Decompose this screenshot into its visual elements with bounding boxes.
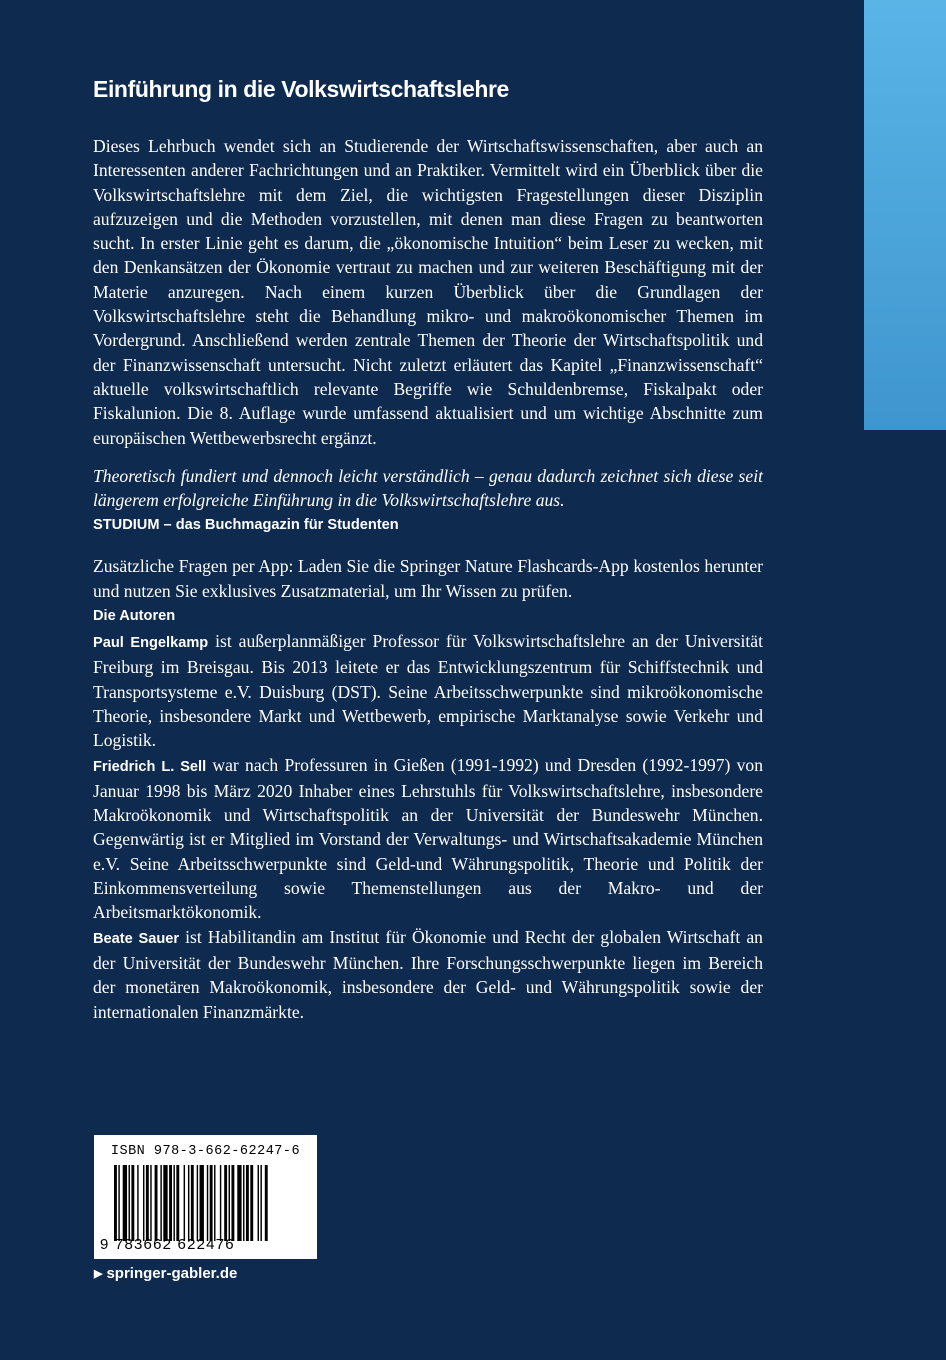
barcode-bar — [150, 1165, 151, 1241]
barcode-bar — [258, 1165, 259, 1241]
accent-strip — [864, 0, 946, 430]
review-quote: Theoretisch fundiert und dennoch leicht verständlich – genau dadurch zeichnet sich diese seit längerem erfolgreiche Einführung in die Volkswirtschaftslehre aus. — [93, 465, 763, 511]
barcode-bars — [114, 1165, 304, 1241]
barcode-bar — [143, 1165, 144, 1241]
barcode-bar — [229, 1165, 230, 1241]
barcode-bar — [237, 1165, 241, 1241]
review-source: STUDIUM – das Buchmagazin für Studenten — [93, 517, 399, 534]
barcode-bar — [169, 1165, 172, 1241]
barcode-bar — [173, 1165, 174, 1241]
barcode-bar — [210, 1165, 213, 1241]
barcode-bar — [118, 1165, 119, 1241]
app-note: Zusätzliche Fragen per App: Laden Sie die Springer Nature Flashcards-App kostenlos herunter und nutzen Sie exklusives Zusatzmaterial, um Ihr Wissen zu prüfen. — [93, 556, 763, 601]
barcode-bar — [246, 1165, 249, 1241]
back-cover-content — [93, 72, 763, 1024]
book-title: Einführung in die Volkswirtschaftslehre — [93, 76, 509, 102]
barcode-bar — [260, 1165, 261, 1241]
barcode-bar — [191, 1165, 194, 1241]
author-bio-text: ist Habilitandin am Institut für Ökonomie und Recht der globalen Wirtschaft an der Universität der Bundeswehr München. Ihre Forschungsschwerpunkte liegen im Bereich der monetären Makroökonomik, insbesondere der Geld- und Währungspolitik sowie der internationalen Finanzmärkte. — [93, 926, 763, 1022]
barcode-bar — [184, 1165, 185, 1241]
book-description: Dieses Lehrbuch wendet sich an Studierende der Wirtschaftswissenschaften, aber auch an Interessenten anderer Fachrichtungen und an Praktiker. Vermittelt wird ein Überblick über die Volkswirtschaftslehre mit dem Ziel, die wichtigsten Fragestellungen dieser Disziplin aufzuzeigen und die Methoden vorzustellen, mit denen man diese Fragen zu beantworten sucht. In erster Linie geht es darum, die „ökonomische Intuition“ beim Leser zu wecken, mit den Denkansätzen der Ökonomie vertraut zu machen und zur weiteren Beschäftigung mit der Materie anzuregen. Nach einem kurzen Überblick über die Grundlagen der Volkswirtschaftslehre steht die Behandlung mikro- und makroökonomischer Themen im Vordergrund. Anschließend werden zentrale Themen der Theorie der Wirtschaftspolitik und der Finanzwissenschaft untersucht. Nicht zuletzt erläutert das Kapitel „Finanzwissenschaft“ aktuelle volkswirtschaftlich relevante Begriffe wie Schuldenbremse, Fiskalpakt oder Fiskalunion. Die 8. Auflage wurde umfassend aktualisiert und um wichtige Abschnitte zum europäischen Wettbewerbsrecht ergänzt. — [93, 136, 763, 448]
barcode-bar — [176, 1165, 179, 1241]
barcode-bar — [231, 1165, 234, 1241]
barcode-bar — [265, 1165, 268, 1241]
play-arrow-icon: ▶ — [94, 1268, 103, 1280]
author-bio — [93, 753, 763, 925]
barcode-bar — [129, 1165, 130, 1241]
publisher-website[interactable] — [94, 1265, 237, 1282]
author-name: Paul Engelkamp — [93, 635, 209, 652]
authors-heading: Die Autoren — [93, 608, 176, 625]
barcode-bar — [155, 1165, 158, 1241]
barcode-bar — [250, 1165, 253, 1241]
barcode-bar — [137, 1165, 138, 1241]
barcode-bar — [220, 1165, 221, 1241]
author-name: Beate Sauer — [93, 930, 180, 947]
barcode-bar — [207, 1165, 208, 1241]
author-bio-text: war nach Professuren in Gießen (1991-1992) und Dresden (1992-1997) von Januar 1998 bis März 2020 Inhaber eines Lehrstuhls für Volkswirtschaftslehre, insbesondere Makroökonomik und Wirtschaftspolitik an der Universität der Bundeswehr München. Gegenwärtig ist er Mitglied im Vorstand der Verwaltungs- und Wirtschaftsakademie München e.V. Seine Arbeitsschwerpunkte sind Geld-und Währungspolitik, Theorie und Politik der Einkommensverteilung sowie Themenstellungen aus der Makro- und der Arbeitsmarktökonomik. — [93, 754, 764, 923]
barcode-digits: 9 783662 622476 — [100, 1236, 235, 1253]
barcode-bar — [160, 1165, 161, 1241]
author-bio-text: ist außerplanmäßiger Professor für Volkswirtschaftslehre an der Universität Freiburg im Breisgau. Bis 2013 leitete er das Entwicklungszentrum für Schiffstechnik und Transportsysteme e.V. Duisburg (DST). Seine Arbeitsschwerpunkte sind mikroökonomische Theorie, insbesondere Markt und Wettbewerb, empirische Marktanalyse sowie Verkehr und Logistik. — [93, 631, 764, 751]
barcode-bar — [123, 1165, 127, 1241]
barcode-bar — [131, 1165, 134, 1241]
barcode-bar — [200, 1165, 204, 1241]
author-bio — [93, 629, 763, 752]
author-bio — [93, 925, 763, 1024]
website-link[interactable]: springer-gabler.de — [106, 1265, 238, 1282]
barcode-bar — [146, 1165, 149, 1241]
barcode-bar — [163, 1165, 167, 1241]
isbn-barcode — [94, 1135, 317, 1259]
barcode-bar — [114, 1165, 117, 1241]
barcode-bar — [243, 1165, 244, 1241]
barcode-bar — [224, 1165, 227, 1241]
author-name: Friedrich L. Sell — [93, 758, 207, 775]
barcode-bar — [197, 1165, 198, 1241]
isbn-label: ISBN 978-3-662-62247-6 — [110, 1144, 301, 1159]
barcode-bar — [188, 1165, 189, 1241]
barcode-bar — [214, 1165, 215, 1241]
